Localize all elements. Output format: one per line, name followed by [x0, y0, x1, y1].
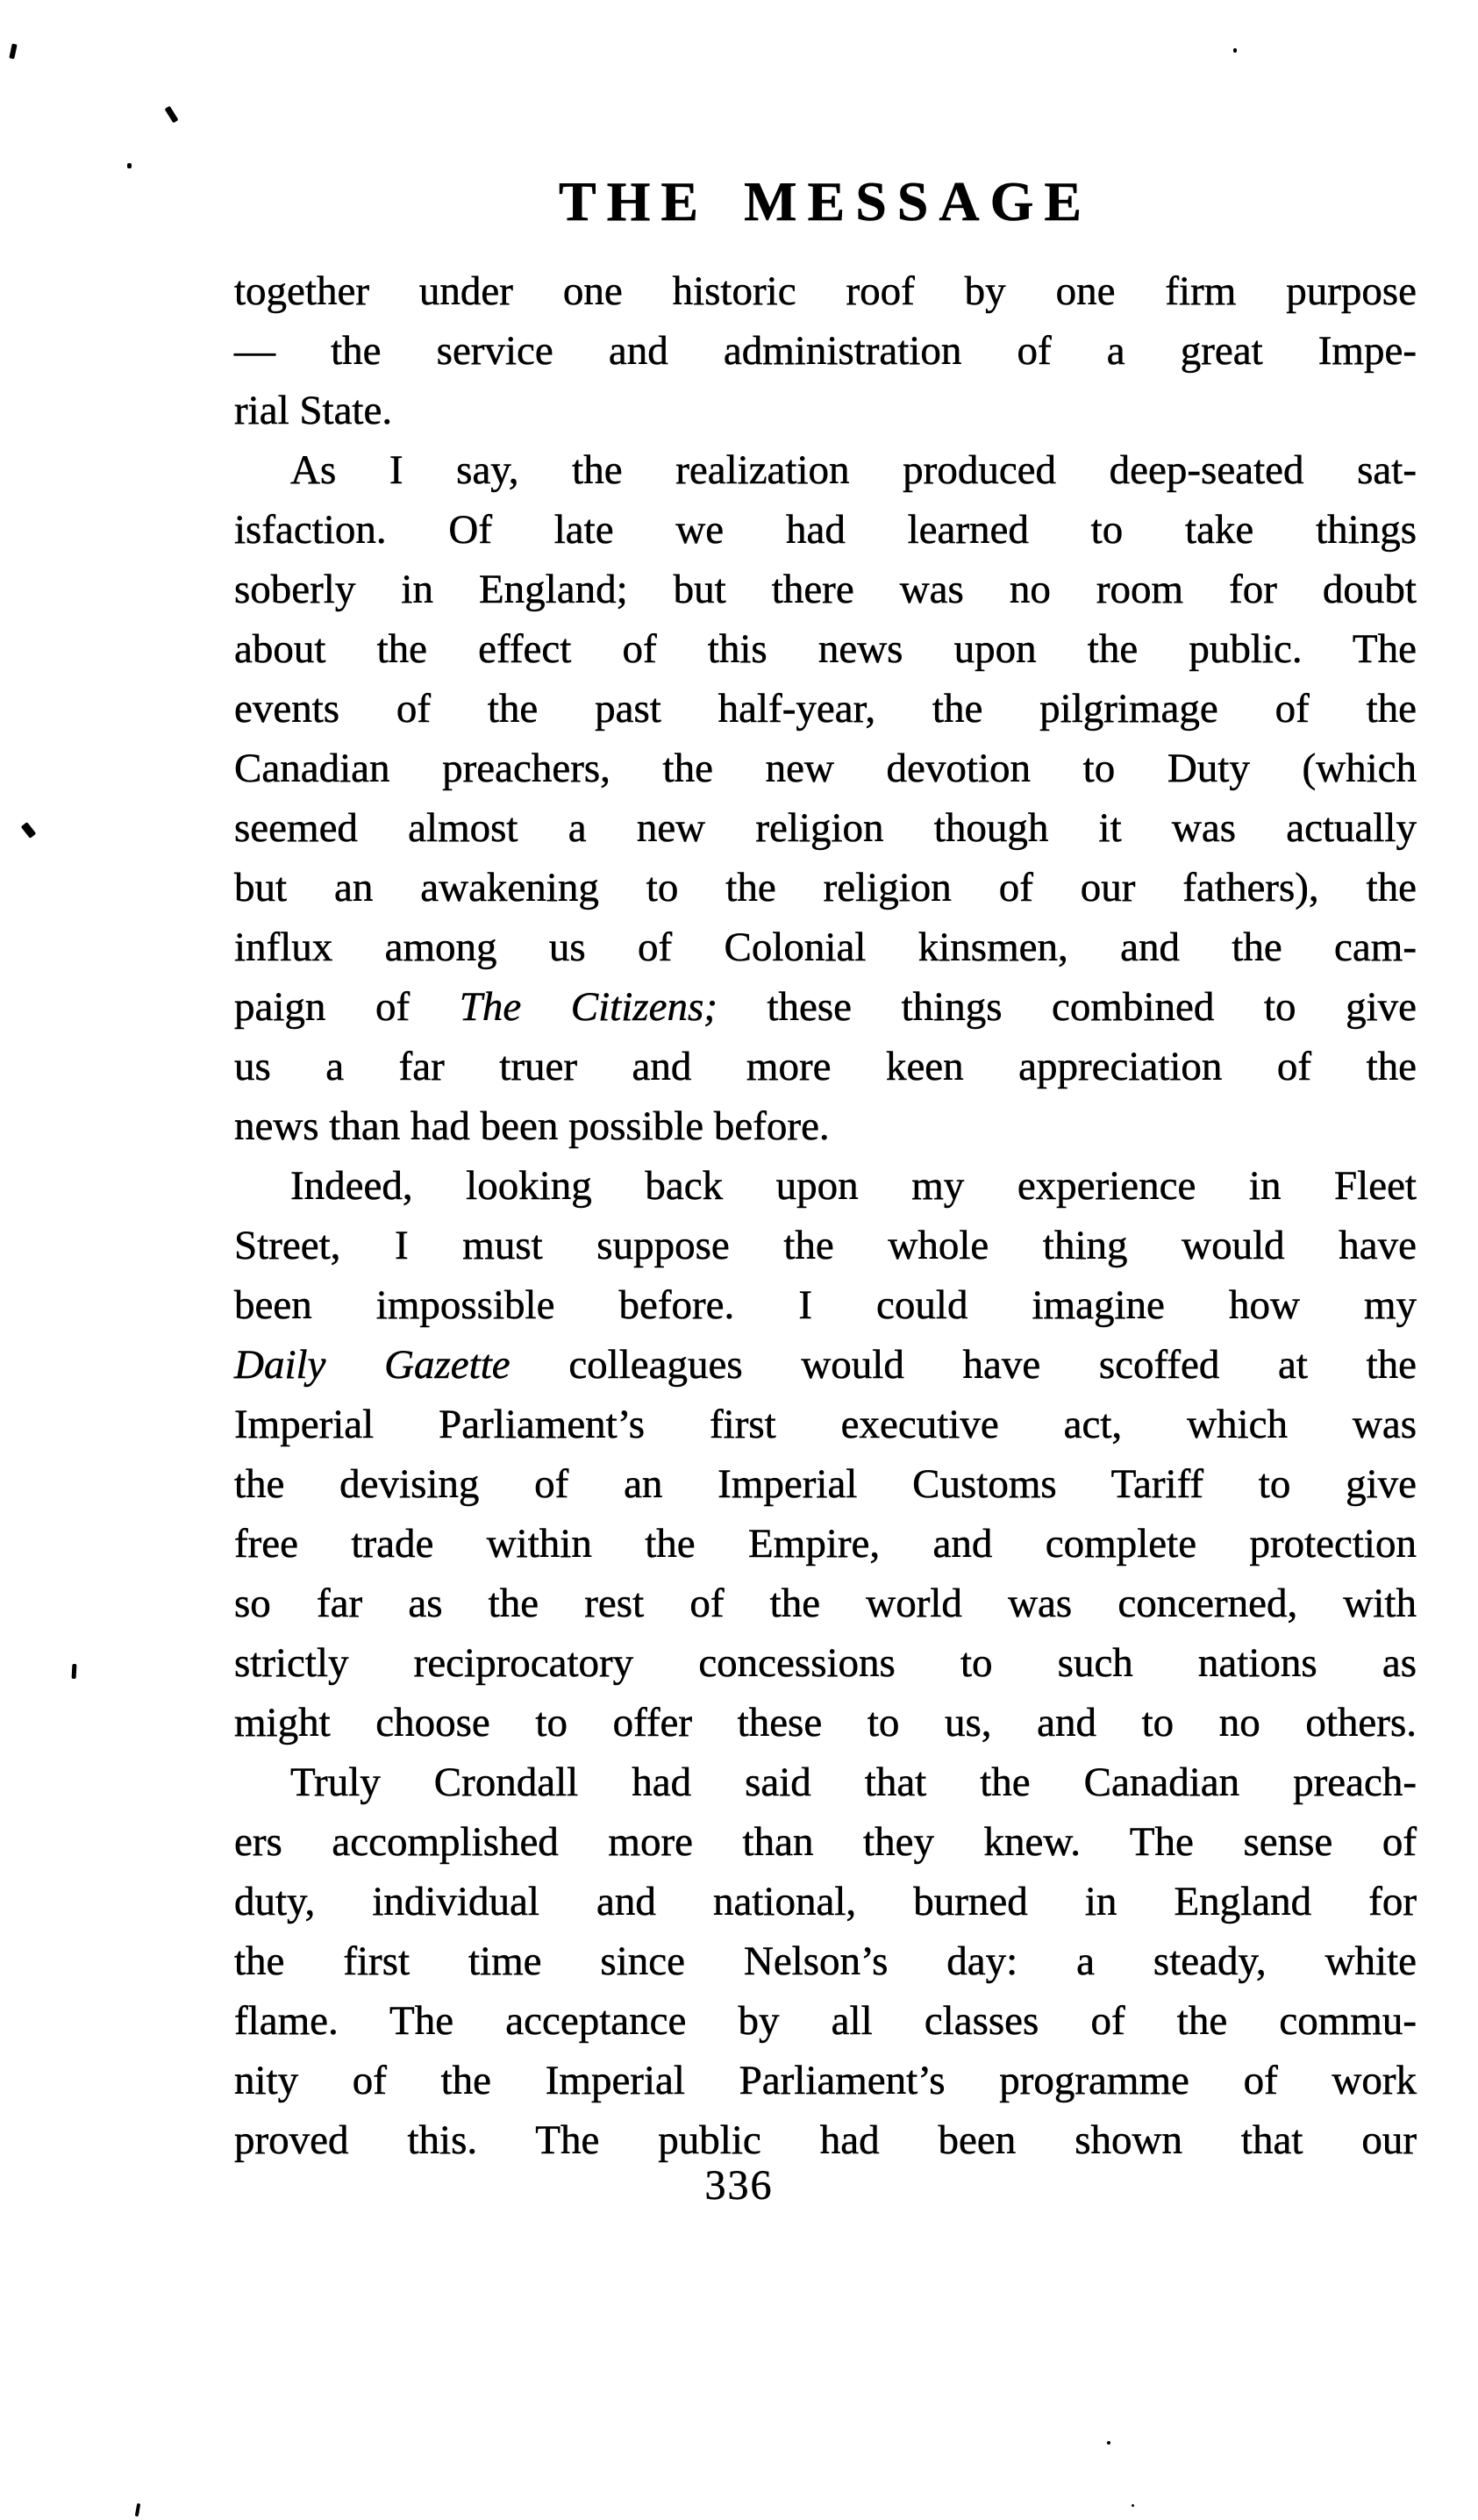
scan-speck — [1107, 2441, 1110, 2445]
text-line: Imperial Parliament’s first executive act, which was — [234, 1402, 1417, 1447]
text-line: influx among us of Colonial kinsmen, and the cam- — [234, 924, 1417, 970]
text-line: — the service and administration of a great Impe- — [234, 328, 1417, 374]
text-line: nity of the Imperial Parliament’s programme of work — [234, 2058, 1417, 2103]
text-line: Indeed, looking back upon my experience in Fleet — [290, 1163, 1417, 1209]
scan-speck — [9, 44, 17, 60]
text-line: duty, individual and national, burned in England for — [234, 1879, 1417, 1924]
text-line: news than had been possible before. — [234, 1103, 830, 1149]
text-line: proved this. The public had been shown that our — [234, 2117, 1417, 2163]
text-line: Daily Gazette colleagues would have scoffed at the — [234, 1342, 1417, 1388]
text-line: ers accomplished more than they knew. The sense of — [234, 1819, 1417, 1865]
text-line: isfaction. Of late we had learned to take things — [234, 507, 1417, 553]
text-line: about the effect of this news upon the public. The — [234, 626, 1417, 672]
text-line: been impossible before. I could imagine how my — [234, 1282, 1417, 1328]
text-line: might choose to offer these to us, and to no others. — [234, 1700, 1417, 1745]
text-line: events of the past half-year, the pilgrimage of the — [234, 686, 1417, 732]
text-line: the devising of an Imperial Customs Tariff to give — [234, 1461, 1417, 1507]
scan-speck — [164, 106, 178, 124]
text-line: Street, I must suppose the whole thing would have — [234, 1223, 1417, 1268]
scan-speck — [1233, 48, 1237, 53]
text-line: soberly in England; but there was no room for doubt — [234, 567, 1417, 612]
text-line: us a far truer and more keen appreciation of the — [234, 1044, 1417, 1089]
text-line: free trade within the Empire, and complete protection — [234, 1521, 1417, 1567]
scan-speck — [72, 1664, 77, 1679]
text-column — [234, 261, 1417, 2170]
text-line: paign of The Citizens; these things combined to give — [234, 984, 1417, 1030]
scan-speck — [127, 163, 132, 168]
text-line: flame. The acceptance by all classes of the commu- — [234, 1998, 1417, 2044]
text-line: together under one historic roof by one firm purpose — [234, 268, 1417, 314]
text-line: Canadian preachers, the new devotion to Duty (which — [234, 746, 1417, 791]
scan-speck — [1132, 2504, 1134, 2507]
text-line: strictly reciprocatory concessions to such nations as — [234, 1640, 1417, 1686]
text-line: rial State. — [234, 388, 393, 433]
text-line: seemed almost a new religion though it was actually — [234, 805, 1417, 851]
text-line: Truly Crondall had said that the Canadian preach- — [290, 1760, 1417, 1805]
text-line: As I say, the realization produced deep-seated sat- — [290, 447, 1417, 493]
page-number: 336 — [704, 2162, 774, 2209]
page-title: THE MESSAGE — [558, 170, 1093, 232]
text-line: so far as the rest of the world was concerned, with — [234, 1581, 1417, 1626]
text-line: but an awakening to the religion of our fathers), the — [234, 865, 1417, 910]
text-line: the first time since Nelson’s day: a steady, white — [234, 1938, 1417, 1984]
scan-speck — [21, 822, 37, 839]
scan-speck — [135, 2503, 141, 2516]
